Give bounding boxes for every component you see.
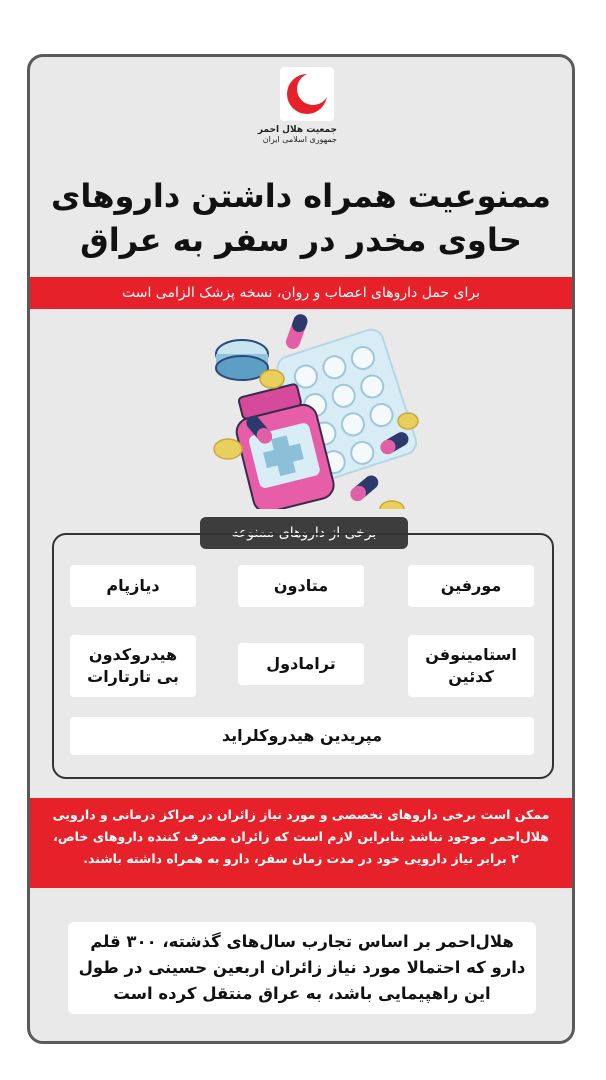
drug-item: ترامادول xyxy=(238,643,364,685)
forbidden-drugs-header: برخی از داروهای ممنوعه xyxy=(200,517,408,549)
drug-item: مپریدین هیدروکلراید xyxy=(70,717,534,755)
drug-item: دیازپام xyxy=(70,565,196,607)
page-title-line1: ممنوعیت همراه داشتن داروهای xyxy=(51,177,551,215)
footer-line3: این راهپیمایی باشد، به عراق منتقل کرده است xyxy=(113,984,491,1003)
poster-card xyxy=(27,54,575,1044)
drug-item: متادون xyxy=(238,565,364,607)
drug-item: هیدروکدون بی تارتارات xyxy=(70,635,196,697)
logo-org-line2: جمهوری اسلامی ایران xyxy=(262,135,337,144)
drug-item: استامینوفن کدئین xyxy=(408,635,534,697)
warning-line1: ممکن است برخی داروهای تخصصی و مورد نیاز زائران در مراکز درمانی و دارویی xyxy=(52,807,550,822)
footer-line1: هلال‌احمر بر اساس تجارب سال‌های گذشته، ۳۰۰ قلم xyxy=(90,932,514,951)
footer-note xyxy=(68,922,536,1014)
subtitle-banner: برای حمل داروهای اعصاب و روان، نسخه پزشک الزامی است xyxy=(30,277,572,309)
red-crescent-logo-icon xyxy=(280,67,334,121)
bottle-cap-icon xyxy=(216,340,268,380)
footer-line2: دارو که احتمالا مورد نیاز زائران اربعین حسینی در طول xyxy=(78,958,526,977)
logo-org-line1: جمعیت هلال احمر xyxy=(257,125,337,135)
warning-banner xyxy=(30,798,572,888)
red-crescent-logo xyxy=(257,67,337,167)
warning-line3: ۲ برابر نیاز دارویی خود در مدت زمان سفر، دارو به همراه داشته باشند. xyxy=(83,851,519,866)
page-title-line2: حاوی مخدر در سفر به عراق xyxy=(80,221,522,259)
medicine-illustration xyxy=(180,309,425,509)
drug-item: مورفین xyxy=(408,565,534,607)
warning-line2: هلال‌احمر موجود نباشد بنابراین لازم است که زائران مصرف کننده داروهای خاص، xyxy=(53,829,549,844)
